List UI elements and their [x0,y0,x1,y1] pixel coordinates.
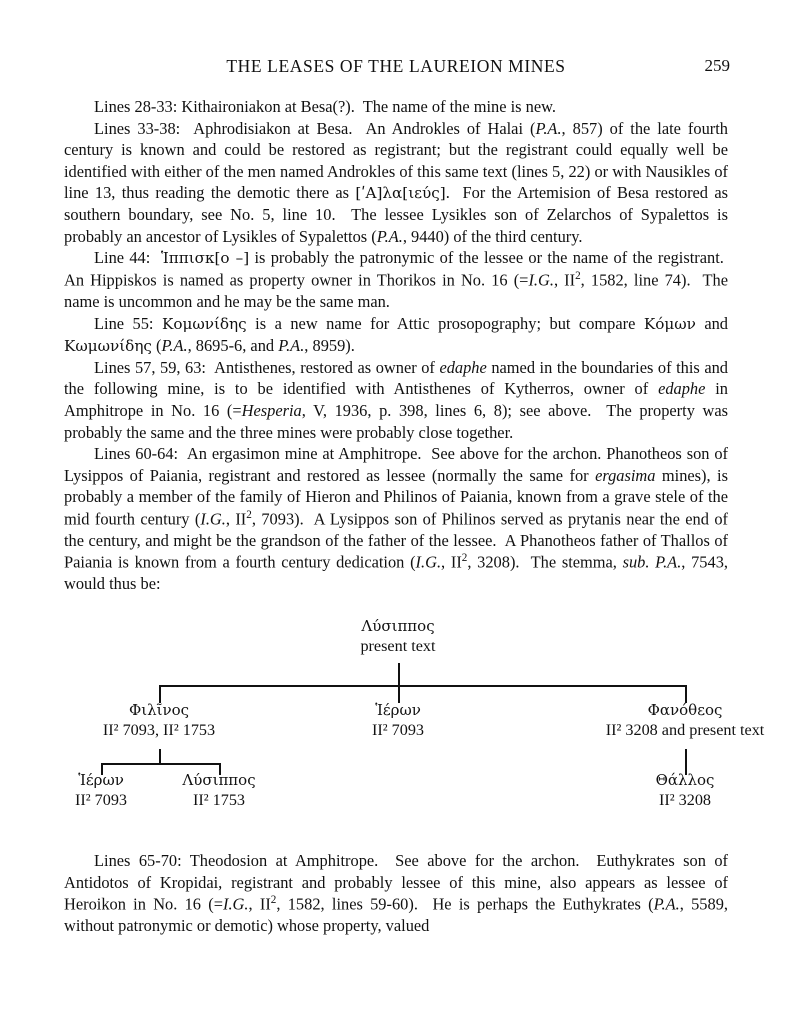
stemma-child-3-name: Φανόθεος [647,701,723,720]
stemma-grandchild-2-detail: II² 1753 [192,790,246,809]
stemma-diagram [64,617,765,822]
stemma-node-root [328,617,468,656]
stemma-child-2-detail: II² 7093 [371,720,425,739]
stemma-root-name: Λύσιππος [361,617,435,636]
stemma-node-child-3 [520,701,792,740]
stemma-connector-gen2-horizontal [101,763,219,765]
stemma-root-detail: present text [360,636,436,655]
stemma-child-1-detail: II² 7093, II² 1753 [102,720,216,739]
stemma-grandchild-3-name: Θάλλος [655,771,715,790]
stemma-connector-root-vertical [398,663,400,685]
paragraph-lines-57-59-63: Lines 57, 59, 63: Antisthenes, restored as owner of edaphe named in the boundaries of this and the following mine, is to be identified with Antisthenes of Kytherros, owner of edaphe in Amphitrope in No. 16 (=Hesperia, V, 1936, p. 398, lines 6, 8); see above. The property was probably the same and the three mines were probably close together. [64,357,728,442]
paragraph-lines-60-64: Lines 60-64: An ergasimon mine at Amphitrope. See above for the archon. Phanotheos son of Lysippos of Paiania, registrant and restored as lessee (normally the same for ergasima mines), is probably a member of the family of Hieron and Philinos of Paiania, known from a grave stele of the mid fourth century (I.G., $II^2$, 7093). A Lysippos son of Philinos served as prytanis near the end of the century, and might be the grandson of the father of the lessee. A Phanotheos father of Thallos of Paiania is known from a fourth century dedication (I.G., $II^2$, 3208). The stemma, sub. P.A., 7543, would thus be: [64,444,728,594]
stemma-child-3-detail: II² 3208 and present text [605,720,765,739]
stemma-grandchild-1-detail: II² 7093 [74,790,128,809]
stemma-connector-horizontal [159,685,686,687]
page-number: 259 [704,56,730,75]
paragraph-lines-65-70: Lines 65-70: Theodosion at Amphitrope. See above for the archon. Euthykrates son of Antidotos of Kropidai, registrant and probably lessee of this mine, also appears as lessee of Heroikon in No. 16 (=I.G., $II^2$, 1582, lines 59-60). He is perhaps the Euthykrates (P.A., 5589, without patronymic or demotic) whose property, valued [64,851,728,936]
paragraph-lines-33-38: Lines 33-38: Aphrodisiakon at Besa. An Androkles of Halai (P.A., 857) of the late fourth century is known and could be restored as registrant; but the registrant could equally well be identified with either of the men named Androkles of this same text (lines 5, 22) or with Nausikles of line 13, thus reading the demotic there as [ʹΑ]λα[ιεύς]. For the Artemision of Besa restored as southern boundary, see No. 5, line 10. The lessee Lysikles son of Zelarchos of Sypalettos is probably an ancestor of Lysikles of Sypalettos (P.A., 9440) of the third century. [64,118,728,246]
stemma-node-grandchild-1 [36,771,166,810]
stemma-node-grandchild-2 [154,771,284,810]
stemma-node-child-2 [328,701,468,740]
body-text [64,96,728,595]
stemma-node-grandchild-3 [620,771,750,810]
page-header [62,56,730,80]
stemma-grandchild-3-detail: II² 3208 [658,790,712,809]
running-title: THE LEASES OF THE LAUREION MINES [226,56,566,76]
stemma-node-child-1 [74,701,244,740]
paragraph-line-55: Line 55: Κομωνίδης is a new name for Attic prosopography; but compare Κόμων and Κωμωνίδης (P.A., 8695-6, and P.A., 8959). [64,313,729,355]
stemma-grandchild-2-name: Λύσιππος [182,771,256,790]
stemma-child-2-name: Ἱέρων [375,701,421,720]
paragraph-line-44: Line 44: Ἱππισκ[ο –] is probably the patronymic of the lessee or the name of the registrant. An Hippiskos is named as property owner in Thorikos in No. 16 (=I.G., $II^2$, 1582, line 74). The name is uncommon and he may be the same man. [64,248,728,312]
tail-text [64,850,728,937]
paragraph-lines-28-33: Lines 28-33: Kithaironiakon at Besa(?). The name of the mine is new. [94,97,556,116]
stemma-connector-gen2-vertical [159,749,161,763]
stemma-grandchild-1-name: Ἱέρων [78,771,124,790]
stemma-child-1-name: Φιλῖνος [128,701,190,720]
